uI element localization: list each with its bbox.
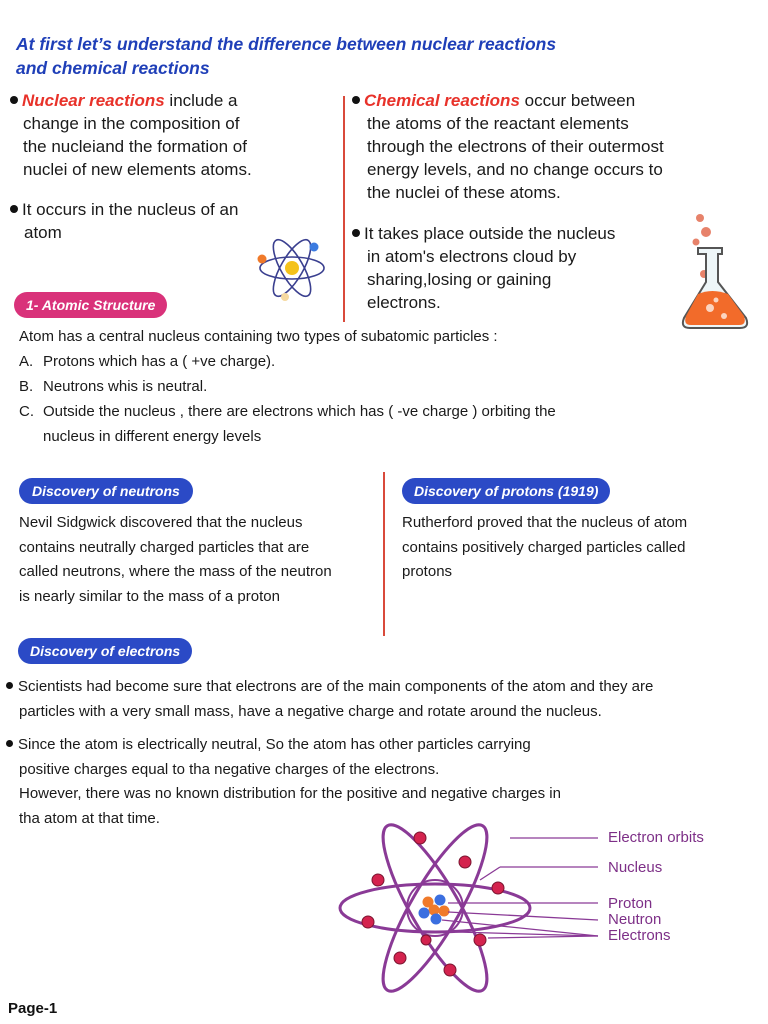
chemical-b1-line: the atoms of the reactant elements <box>367 114 629 133</box>
electron-dot <box>474 934 486 946</box>
chemical-b2-line: electrons. <box>367 293 441 312</box>
protons-heading: Discovery of protons (1919) <box>402 478 610 504</box>
electron-dot <box>421 935 431 945</box>
bullet-icon <box>352 96 360 104</box>
neutrons-line: Nevil Sidgwick discovered that the nucleus <box>19 514 303 531</box>
electrons-heading: Discovery of electrons <box>18 638 192 664</box>
chemical-b2-line: It takes place outside the nucleus <box>364 224 616 243</box>
atom-icon <box>252 232 332 304</box>
neutrons-line: is nearly similar to the mass of a proton <box>19 587 280 605</box>
list-text: Neutrons whis is neutral. <box>43 378 208 395</box>
page-number: Page-1 <box>8 1000 58 1017</box>
nuclear-b1-line: nuclei of new elements atoms. <box>23 160 252 179</box>
list-text: nucleus in different energy levels <box>43 428 262 445</box>
chemical-bullet-2 <box>352 222 672 314</box>
protons-line: Rutherford proved that the nucleus of atom <box>402 514 688 531</box>
atomic-structure-heading: 1- Atomic Structure <box>14 292 167 318</box>
chemical-b1-line: through the electrons of their outermost <box>367 137 664 156</box>
electron-dot <box>394 952 406 964</box>
nuclear-bullet-1 <box>10 89 330 181</box>
list-marker: C. <box>19 403 34 420</box>
bullet-icon <box>10 205 18 213</box>
nuclear-b2-line: atom <box>24 223 62 242</box>
protons-line: contains positively charged particles called <box>402 538 686 556</box>
chemical-b1-line: energy levels, and no change occurs to <box>367 160 663 179</box>
neutrons-line: contains neutrally charged particles that are <box>19 538 310 556</box>
chemical-b2-line: in atom's electrons cloud by <box>367 247 577 266</box>
electrons-b2-line: tha atom at that time. <box>19 809 160 827</box>
chemical-b2-line: sharing,losing or gaining <box>367 270 552 289</box>
nuclear-b1-line: the nucleiand the formation of <box>23 137 247 156</box>
list-text: Protons which has a ( +ve charge). <box>43 353 276 370</box>
intro-line-1: At first let’s understand the difference between nuclear reactions <box>16 34 557 54</box>
chemical-b1-line: the nuclei of these atoms. <box>367 183 561 202</box>
chemical-b1-rest: occur between <box>519 91 636 110</box>
list-item <box>19 399 759 424</box>
flask-icon <box>676 210 756 334</box>
electrons-b1-line: Scientists had become sure that electrons are of the main components of the atom and they are <box>18 678 654 695</box>
electron-dot <box>372 874 384 886</box>
atomic-structure-intro: Atom has a central nucleus containing two types of subatomic particles : <box>19 328 498 345</box>
chemical-term: Chemical reactions <box>364 91 520 110</box>
electrons-b2-line: Since the atom is electrically neutral, So the atom has other particles carrying <box>18 736 531 753</box>
electron-dot <box>444 964 456 976</box>
list-item-continuation <box>19 424 759 449</box>
electrons-b2-line: However, there was no known distribution for the positive and negative charges in <box>19 785 561 802</box>
electrons-bullet-1 <box>6 675 756 724</box>
neutrons-line: called neutrons, where the mass of the neutron <box>19 563 332 580</box>
bullet-icon <box>6 682 13 689</box>
intro-heading <box>16 32 656 80</box>
atomic-structure-list <box>19 349 759 449</box>
discovery-divider <box>383 472 385 636</box>
list-marker: B. <box>19 378 34 395</box>
electrons-b1-line: particles with a very small mass, have a negative charge and rotate around the nucleus. <box>19 702 602 720</box>
nuclear-b1-rest: include a <box>164 91 238 110</box>
list-item <box>19 349 759 374</box>
list-marker: A. <box>19 353 34 370</box>
neutrons-paragraph <box>19 511 379 609</box>
bullet-icon <box>10 96 18 104</box>
electron-dot <box>492 882 504 894</box>
nuclear-term: Nuclear reactions <box>22 91 165 110</box>
neutrons-heading: Discovery of neutrons <box>19 478 193 504</box>
label-proton: Proton <box>608 895 653 912</box>
list-text: Outside the nucleus , there are electrons which has ( -ve charge ) orbiting the <box>43 403 556 420</box>
atom-diagram <box>330 820 600 1005</box>
protons-line: protons <box>402 563 453 580</box>
electron-dot <box>362 916 374 928</box>
protons-paragraph <box>402 511 752 585</box>
electrons-bullet-2 <box>6 733 756 831</box>
nuclear-b1-line: change in the composition of <box>23 114 240 133</box>
electron-dot <box>414 832 426 844</box>
column-divider <box>343 96 345 322</box>
label-nucleus: Nucleus <box>608 859 663 876</box>
label-electrons: Electrons <box>608 927 671 944</box>
bullet-icon <box>6 740 13 747</box>
bullet-icon <box>352 229 360 237</box>
nuclear-b2-line: It occurs in the nucleus of an <box>22 200 239 219</box>
chemical-bullet-1 <box>352 89 712 204</box>
electrons-b2-line: positive charges equal to tha negative charges of the electrons. <box>19 760 440 778</box>
electron-dot <box>459 856 471 868</box>
list-item <box>19 374 759 399</box>
intro-line-2: and chemical reactions <box>16 58 210 78</box>
label-electron-orbits: Electron orbits <box>608 829 704 846</box>
label-neutron: Neutron <box>608 911 662 928</box>
